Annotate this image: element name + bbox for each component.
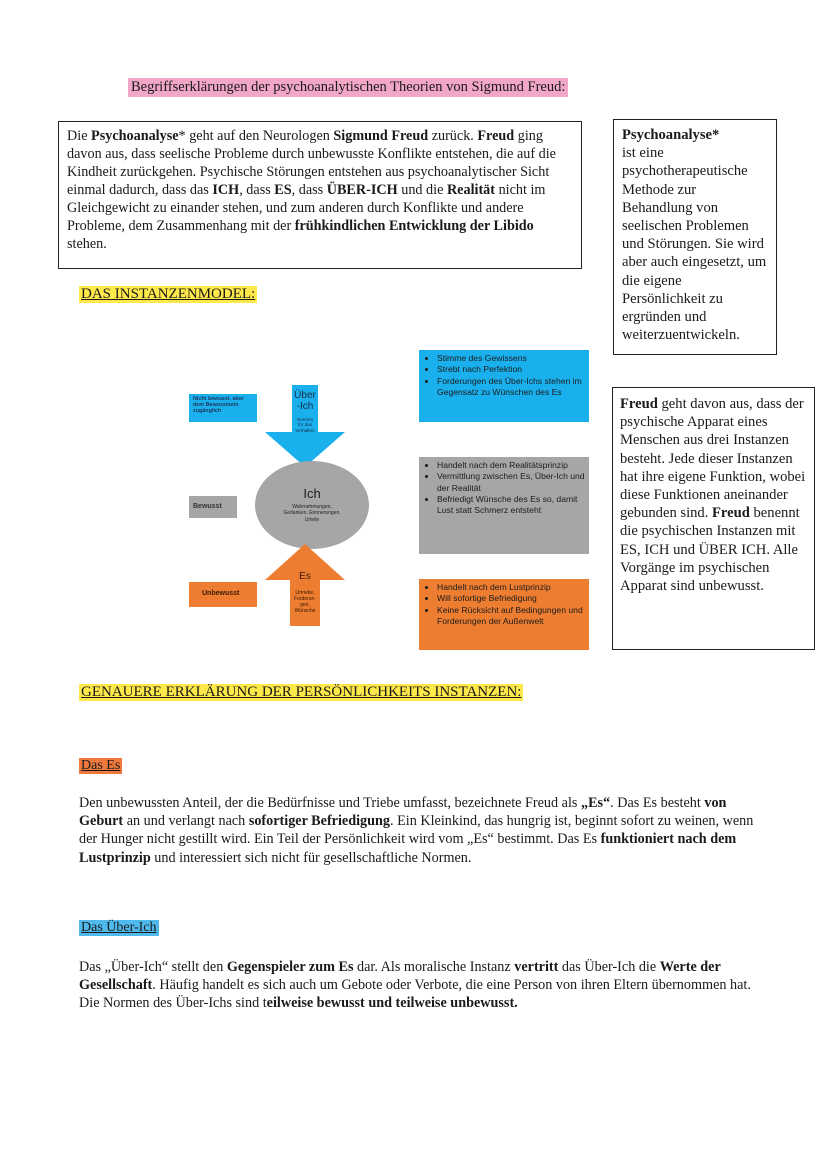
text-run: dar. Als moralische Instanz (353, 959, 515, 975)
text-run: sofortiger Befriedigung (248, 813, 391, 830)
ueber-ich-paragraph (79, 958, 769, 1013)
text-run: benennt die psychischen Instanzen mit ES, ICH und ÜBER ICH. Alle Vorgänge im psychischen Apparat sind unbewusst. (620, 505, 800, 595)
ich-sub: Wahrnehmungen, Gedanken, Erinnerungen, Urteile (283, 504, 341, 523)
text-run: Sigmund Freud (333, 128, 429, 144)
text-run: Das „Über-Ich“ stellt den (79, 959, 227, 975)
text-run: Die (67, 128, 92, 144)
ueber-ich-title: Über -Ich (294, 390, 316, 412)
text-run: . Häufig handelt es sich auch um Gebote oder Verbote, die eine Person von ihren Eltern übernommen hat. Die Normen des Über-Ichs sind t (79, 977, 751, 1012)
text-run: , dass (239, 182, 275, 198)
heading-ueber-ich: Das Über-Ich (81, 920, 157, 935)
label-unconscious: Unbewusst (189, 582, 257, 607)
text-run: frühkindlichen Entwicklung der Libido (294, 218, 534, 234)
text-run: ging davon aus, dass seelische Probleme durch unbewusste Konflikte entstehen, die auf die Kindheit zurückgehen. Psychische Störungen entstehen aus psychoanalytischer Sicht einmal dadurch, dass das (67, 128, 556, 198)
text-run: * geht auf den Neurologen (178, 128, 334, 144)
text-run: Werte der Gesellschaft (79, 959, 721, 994)
text-run: und die (397, 182, 447, 198)
text-run: ÜBER-ICH (326, 182, 398, 198)
text-run: geht davon aus, dass der psychische Apparat eines Menschen aus drei Instanzen besteht. Jede dieser Instanzen hat ihre eigene Funktion, wobei diese Funktionen aneinander gebunden sind. (620, 396, 806, 522)
definition-term: Psychoanalyse* (622, 127, 720, 143)
text-run: Psychoanalyse (91, 128, 179, 144)
text-run: . Das Es besteht (610, 795, 705, 811)
text-run: Freud (477, 128, 515, 144)
text-run: von Geburt (79, 795, 727, 830)
text-run: das Über-Ich die (558, 959, 660, 975)
text-run: und interessiert sich nicht für gesellschaftliche Normen. (150, 849, 472, 866)
text-run: ES (274, 182, 292, 198)
info-list-item: • Will sofortige Befriedigung (437, 593, 585, 604)
es-title: Es (299, 571, 311, 582)
info-list-item: • Forderungen des Über-Ichs stehen im Gegensatz zu Wünschen des Es (437, 376, 585, 399)
info-list-ich (423, 460, 585, 516)
text-run: . Ein Kleinkind, das hungrig ist, beginnt sofort zu weinen, wenn der Hunger nicht gestillt wird. Ein Teil der Persönlichkeit wird vom „Es“ bestimmt. Das Es (79, 813, 754, 848)
info-box-es (419, 579, 589, 650)
intro-box (58, 121, 582, 269)
info-list-item: • Stimme des Gewissens (437, 353, 585, 364)
info-list-item: • Handelt nach dem Realitätsprinzip (437, 460, 585, 471)
text-run: Freud (712, 505, 750, 522)
info-list-item: • Befriedigt Wünsche des Es so, damit Lust statt Schmerz entsteht (437, 494, 585, 517)
text-run: funktioniert nach dem Lustprinzip (79, 831, 737, 866)
info-box-ueber-ich (419, 350, 589, 422)
text-run: stehen. (67, 236, 107, 252)
definition-text: ist eine psychotherapeutische Methode zur Behandlung von seelischen Problemen und Störungen. Sie wird aber auch eingesetzt, um die eigene Persönlichkeit zu ergründen und weiterzuentwickeln. (622, 145, 767, 344)
text-run: ICH (212, 182, 240, 198)
heading-es: Das Es (81, 758, 121, 773)
info-list-es (423, 582, 585, 627)
freud-box (612, 387, 815, 650)
page-title: Begriffserklärungen der psychoanalytischen Theorien von Sigmund Freud: (128, 78, 568, 97)
definition-box (613, 119, 777, 355)
info-box-ich (419, 457, 589, 554)
ueber-ich-sub: Normen für das Verhalten (295, 417, 315, 433)
info-list-item: • Strebt nach Perfektion (437, 364, 585, 375)
text-run: „Es“ (580, 795, 611, 811)
text-run: an und verlangt nach (123, 813, 249, 830)
info-list-item: • Vermittlung zwischen Es, Über-Ich und der Realität (437, 471, 585, 494)
heading-instanzenmodel: DAS INSTANZENMODEL: (81, 286, 256, 302)
text-run: zurück. (428, 128, 478, 144)
info-list-ueber-ich (423, 353, 585, 398)
text-run: nicht im Gleichgewicht zu einander stehen, und zum anderen durch Konflikte und andere Probleme, dem Zusammenhang mit der (67, 182, 546, 234)
text-run: , dass (291, 182, 327, 198)
text-run: eilweise bewusst und teilweise unbewusst. (266, 995, 518, 1012)
intro-text (67, 127, 573, 253)
info-list-item: • Keine Rücksicht auf Bedingungen und Forderungen der Außenwelt (437, 605, 585, 628)
text-run: Gegenspieler zum Es (226, 959, 354, 975)
ich-title: Ich (303, 486, 321, 501)
label-conscious: Bewusst (189, 496, 237, 518)
heading-details: GENAUERE ERKLÄRUNG DER PERSÖNLICHKEITS INSTANZEN: (81, 684, 522, 700)
text-run: vertritt (514, 959, 559, 975)
text-run: Den unbewussten Anteil, der die Bedürfnisse und Triebe umfasst, bezeichnete Freud als (79, 795, 581, 811)
es-sub: Urtriebe, Forderun- gen, Wünsche (294, 590, 316, 614)
text-run: Freud (620, 396, 658, 412)
freud-text (620, 395, 807, 595)
es-paragraph (79, 794, 769, 867)
label-unconscious-access: Nicht bewusst, aber dem Bewusstsein zugänglich (189, 394, 257, 422)
instanzen-diagram (180, 345, 592, 655)
info-list-item: • Handelt nach dem Lustprinzip (437, 582, 585, 593)
text-run: Realität (446, 182, 496, 198)
